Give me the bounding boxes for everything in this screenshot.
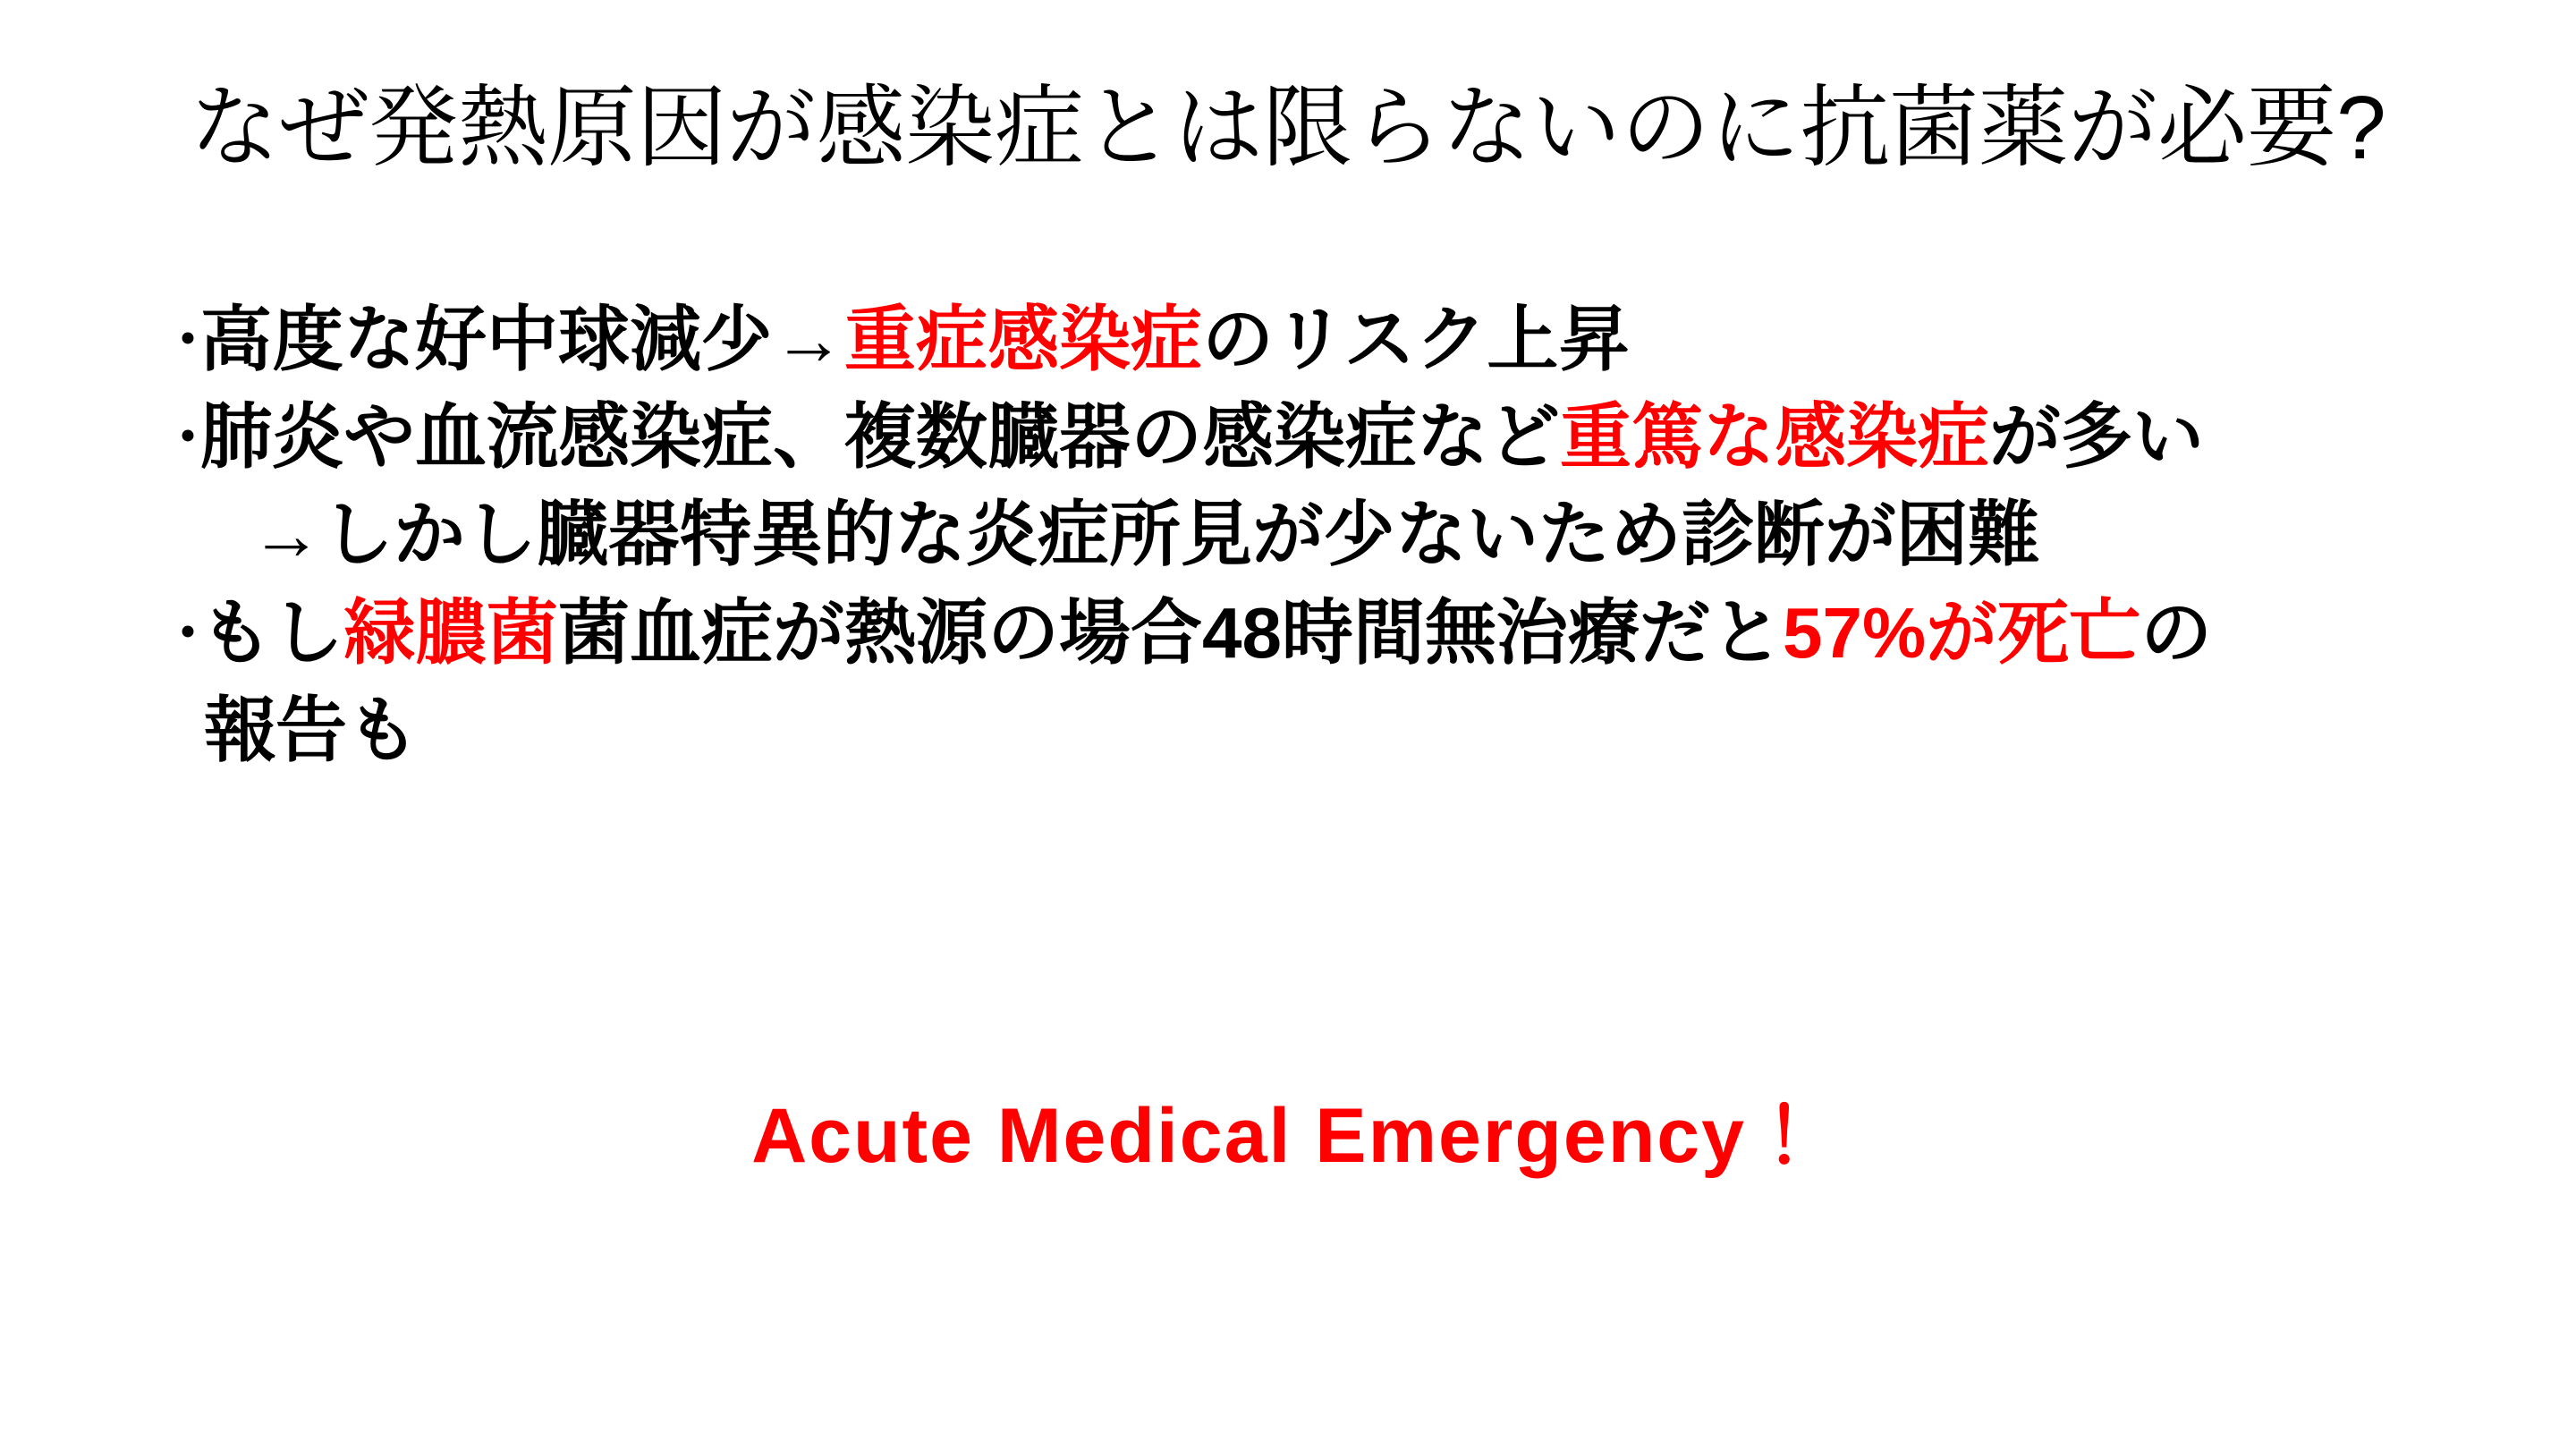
bullet-marker-icon: ・	[161, 407, 215, 468]
list-item	[161, 589, 2522, 679]
bullet-2-segment-2-highlight: 重篤な感染症	[1560, 396, 1989, 477]
page-title: なぜ発熱原因が感染症とは限らないのに抗菌薬が必要?	[190, 78, 2386, 178]
footer-emphasis-text: Acute Medical Emergency！	[751, 1093, 1825, 1179]
bullet-marker-icon: ・	[161, 310, 215, 370]
bullet-2-segment-3: が多い	[1989, 396, 2204, 477]
bullet-1-segment-3: のリスク上昇	[1202, 300, 1631, 379]
bullet-2-sub-line: →しかし臓器特異的な炎症所見が少ないため診断が困難	[250, 494, 2039, 574]
bullet-3-segment-5: の	[2140, 593, 2213, 674]
bullet-3-segment-4-highlight: 57%が死亡	[1782, 593, 2141, 674]
bullet-3-segment-3: 菌血症が熱源の場合48時間無治療だと	[558, 593, 1783, 674]
slide-body	[161, 295, 2522, 784]
bullet-2-segment-1: 肺炎や血流感染症、複数臓器の感染症など	[200, 396, 1560, 477]
bullet-3-segment-2-highlight: 緑膿菌	[343, 593, 558, 674]
list-item	[161, 295, 2522, 386]
bullet-1-segment-1: 高度な好中球減少→	[200, 300, 844, 379]
bullet-3-segment-1: もし	[200, 593, 343, 674]
bullet-1-segment-2-highlight: 重症感染症	[844, 300, 1202, 379]
bullet-marker-icon: ・	[161, 604, 215, 665]
list-item	[161, 393, 2522, 483]
bullet-3-continuation-line: 報告も	[204, 691, 419, 771]
